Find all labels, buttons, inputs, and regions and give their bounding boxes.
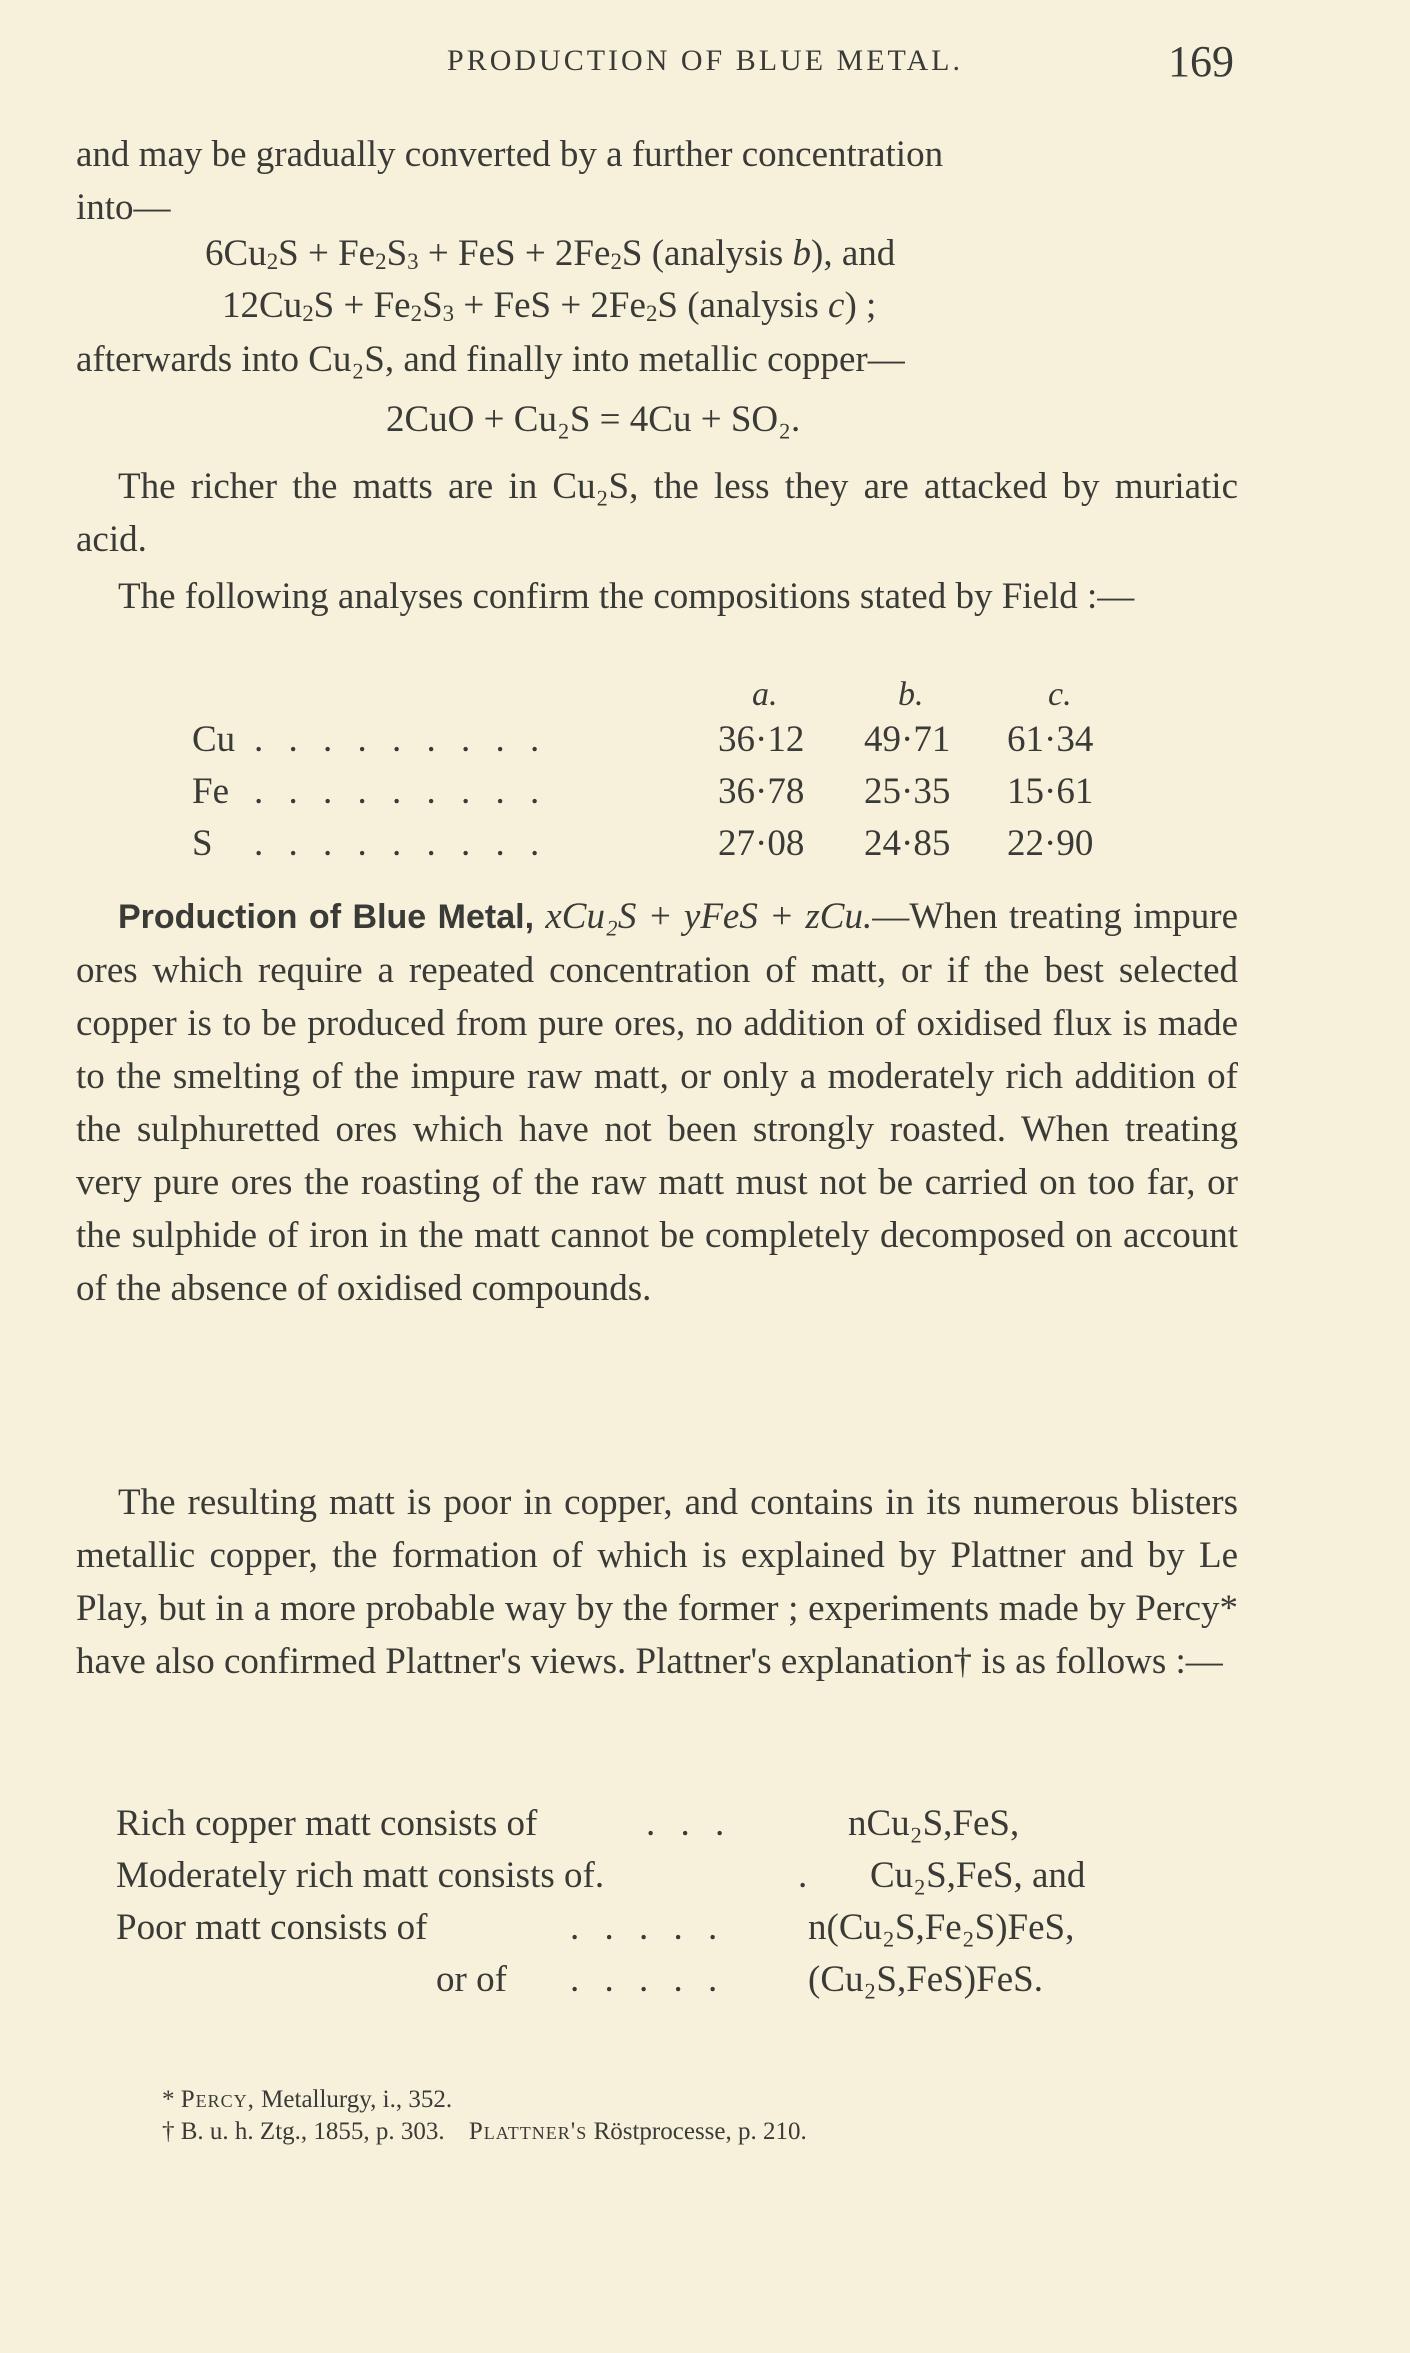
formula-line-c: $12Cu_2S + Fe_2S_3$ + FeS + $2Fe_2S$ (analysis c) ; <box>222 285 877 326</box>
table-row-fe <box>192 770 1192 823</box>
matt-label: Rich copper matt consists of <box>116 1803 538 1844</box>
paragraph-following: The following analyses confirm the compositions stated by Field :— <box>118 576 1135 617</box>
formula-c: $12Cu_2S + Fe_2S_3$ + FeS + $2Fe_2S$ <box>222 285 678 326</box>
value-b: 25·35 <box>864 771 951 812</box>
section-heading: Production of Blue Metal, <box>118 898 535 936</box>
matt-label: or of <box>436 1959 507 2000</box>
column-header-c: c. <box>1048 676 1072 713</box>
footnote-1: * Percy, Metallurgy, i., 352. <box>162 2086 453 2113</box>
matt-formula: (Cu₂S,FeS)FeS. <box>808 1959 1043 2000</box>
section-blue-metal <box>76 890 1238 1315</box>
matt-formula: nCu₂S,FeS, <box>848 1803 1020 1844</box>
equation: 2CuO + Cu₂S = 4Cu + SO₂. <box>386 399 801 440</box>
formula-b: $6Cu_2S + Fe_2S_3$ + FeS + $2Fe_2S$ <box>205 233 643 274</box>
formula-line-b: $6Cu_2S + Fe_2S_3$ + FeS + $2Fe_2S$ (analysis b), and <box>205 233 896 274</box>
intro-paragraph: and may be gradually converted by a further concentration into— <box>76 134 944 228</box>
value-c: 22·90 <box>1007 823 1094 864</box>
matt-formula: Cu₂S,FeS, and <box>870 1855 1086 1896</box>
column-header-a: a. <box>752 676 778 713</box>
element-label: S <box>192 823 213 864</box>
matt-label: Moderately rich matt consists of. <box>116 1855 605 1896</box>
element-label: Fe <box>192 771 229 812</box>
leader-dots: . <box>798 1855 816 1896</box>
leader-dots: . . . . . . . . . <box>254 719 548 760</box>
page-number: 169 <box>1168 37 1234 86</box>
value-c: 61·34 <box>1007 719 1094 760</box>
section-body: —When treating impure ores which require a repeated concentration of matt, or if the best selected copper is to be produced from pure ores, no addition of oxidised flux is made to the smelting of the impure raw matt, or only a moderately rich addition of the sulphuretted ores which have not been strongly roasted. When treating very pure ores the roasting of the raw matt must not be carried on too far, or the sulphide of iron in the matt cannot be completely decomposed on account of the absence of oxidised compounds. <box>76 896 1238 1309</box>
footnote-2: † B. u. h. Ztg., 1855, p. 303. Plattner's Röstprocesse, p. 210. <box>162 2118 807 2145</box>
table-row-s <box>192 822 1192 875</box>
section-formula: xCu₂S + yFeS + zCu. <box>545 896 873 937</box>
matt-label: Poor matt consists of <box>116 1907 428 1948</box>
element-label: Cu <box>192 719 236 760</box>
value-c: 15·61 <box>1007 771 1094 812</box>
value-a: 36·12 <box>718 719 805 760</box>
running-header: PRODUCTION OF BLUE METAL. <box>447 44 963 77</box>
leader-dots: . . . . . <box>570 1959 726 2000</box>
value-b: 49·71 <box>864 719 951 760</box>
table-row-cu <box>192 718 1192 771</box>
paragraph-resulting: The resulting matt is poor in copper, and contains in its numerous blisters metallic copper, the formation of which is explained by Plattner and by Le Play, but in a more probable way by the former ; experiments made by Percy* have also confirmed Plattner's views. Plattner's explanation† is as follows :— <box>76 1482 1238 1682</box>
leader-dots: . . . . . . . . . <box>254 823 548 864</box>
leader-dots: . . . <box>646 1803 733 1844</box>
afterwards-line: afterwards into Cu₂S, and finally into metallic copper— <box>76 339 905 380</box>
paragraph-richer: The richer the matts are in Cu₂S, the less they are attacked by muriatic acid. <box>76 466 1238 560</box>
column-header-b: b. <box>898 676 924 713</box>
leader-dots: . . . . . <box>570 1907 726 1948</box>
value-a: 27·08 <box>718 823 805 864</box>
value-b: 24·85 <box>864 823 951 864</box>
leader-dots: . . . . . . . . . <box>254 771 548 812</box>
matt-formula: n(Cu₂S,Fe₂S)FeS, <box>808 1907 1075 1948</box>
value-a: 36·78 <box>718 771 805 812</box>
